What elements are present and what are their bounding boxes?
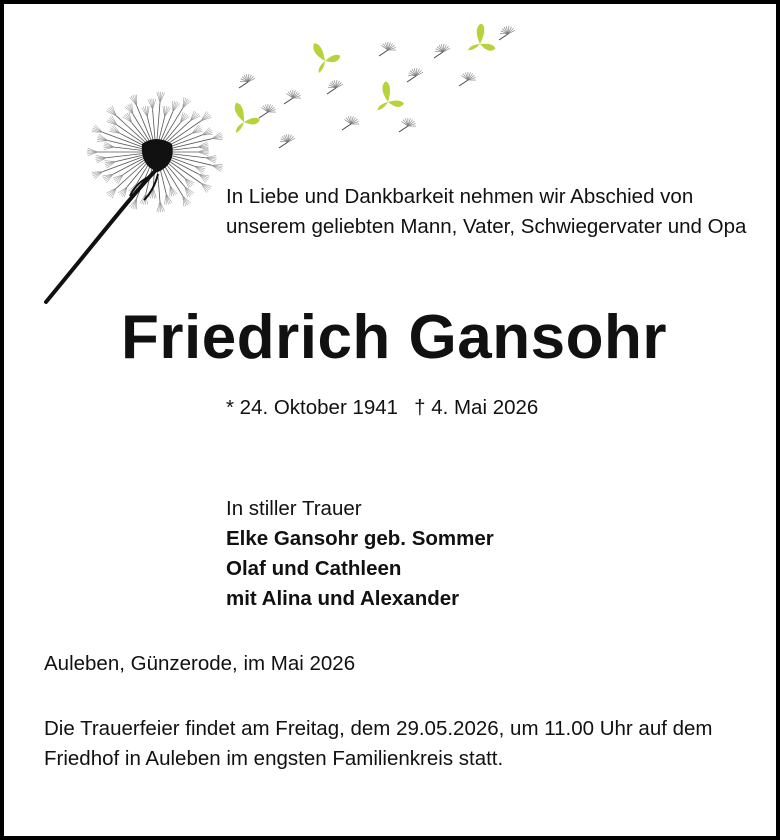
seed-icon <box>399 118 416 132</box>
mourners-block <box>226 494 494 614</box>
place-and-date: Auleben, Günzerode, im Mai 2026 <box>44 652 356 675</box>
seed-icon <box>459 72 476 86</box>
seed-icons <box>239 26 515 148</box>
mourner-line: mit Alina und Alexander <box>226 587 460 610</box>
seed-icon <box>327 80 343 94</box>
seed-icon <box>279 134 295 148</box>
seed-icon <box>259 104 276 118</box>
seed-icon <box>284 90 301 104</box>
seed-icon <box>434 44 450 58</box>
seed-icon <box>379 42 396 56</box>
butterfly-icon <box>377 81 407 115</box>
seed-icon <box>342 116 359 130</box>
butterfly-icons <box>233 24 502 133</box>
deceased-name: Friedrich Gansohr <box>121 303 667 372</box>
butterfly-icon <box>468 24 502 59</box>
dandelion-illustration <box>38 24 528 309</box>
intro-text: In Liebe und Dankbarkeit nehmen wir Abschied von unserem geliebten Mann, Vater, Schwiegervater und Opa <box>226 185 747 238</box>
funeral-notice: Die Trauerfeier findet am Freitag, dem 29.05.2026, um 11.00 Uhr auf dem Friedhof in Auleben im engsten Familienkreis statt. <box>44 717 713 770</box>
dandelion-icon <box>46 92 223 302</box>
seed-icon <box>239 74 255 88</box>
seed-icon <box>499 26 515 40</box>
seed-icon <box>407 68 423 82</box>
life-dates <box>226 396 538 420</box>
mourners-heading: In stiller Trauer <box>226 497 362 520</box>
mourner-line: Elke Gansohr geb. Sommer <box>226 527 494 550</box>
mourner-line: Olaf und Cathleen <box>226 557 402 580</box>
death-date: † 4. Mai 2026 <box>414 396 539 419</box>
butterfly-icon <box>233 101 261 133</box>
birth-date: * 24. Oktober 1941 <box>226 396 399 419</box>
butterfly-icon <box>311 38 343 73</box>
